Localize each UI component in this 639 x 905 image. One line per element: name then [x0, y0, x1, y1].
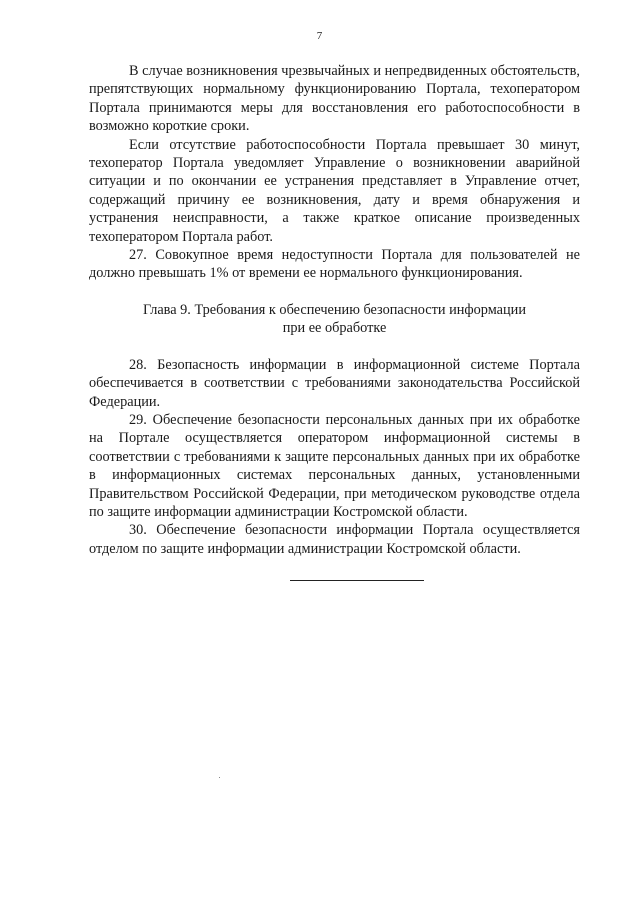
page-number: 7 — [316, 30, 323, 42]
end-separator-line — [290, 580, 424, 581]
paragraph-outage-notice: Если отсутствие работоспособности Портала превышает 30 минут, техоператор Портала уведомляет Управление о возникновении аварийной ситуации и по окончании ее устранения представляет в Управление отчет, содержащий причину ее возникновения, дату и время обнаружения и устранения неисправности, а также краткое описание произведенных техоператором Портала работ. — [89, 136, 580, 245]
paragraph-emergency: В случае возникновения чрезвычайных и непредвиденных обстоятельств, препятствующих нормальному функционированию Портала, техоператором Портала принимаются меры для восстановления его работоспособности в возможно короткие сроки. — [89, 63, 580, 135]
paragraph-30: 30. Обеспечение безопасности информации Портала осуществляется отделом по защите информации администрации Костромской области. — [89, 522, 580, 557]
paragraph-29: 29. Обеспечение безопасности персональных данных при их обработке на Портале осуществляется оператором информационной системы в соответствии с требованиями к защите персональных данных при их обработке в информационных системах персональных данных, установленными Правительством Российской Федерации, при методическом руководстве отдела по защите информации администрации Костромской области. — [89, 411, 580, 520]
chapter-title-line-2: при ее обработке — [282, 320, 387, 337]
scan-speck — [219, 777, 220, 778]
paragraph-27: 27. Совокупное время недоступности Портала для пользователей не должно превышать 1% от времени ее нормального функционирования. — [89, 247, 580, 282]
chapter-title-line-1: Глава 9. Требования к обеспечению безопасности информации — [143, 301, 526, 318]
paragraph-28: 28. Безопасность информации в информационной системе Портала обеспечивается в соответствии с требованиями законодательства Российской Федерации. — [89, 356, 580, 410]
chapter-title — [89, 301, 580, 338]
document-body — [89, 62, 580, 558]
